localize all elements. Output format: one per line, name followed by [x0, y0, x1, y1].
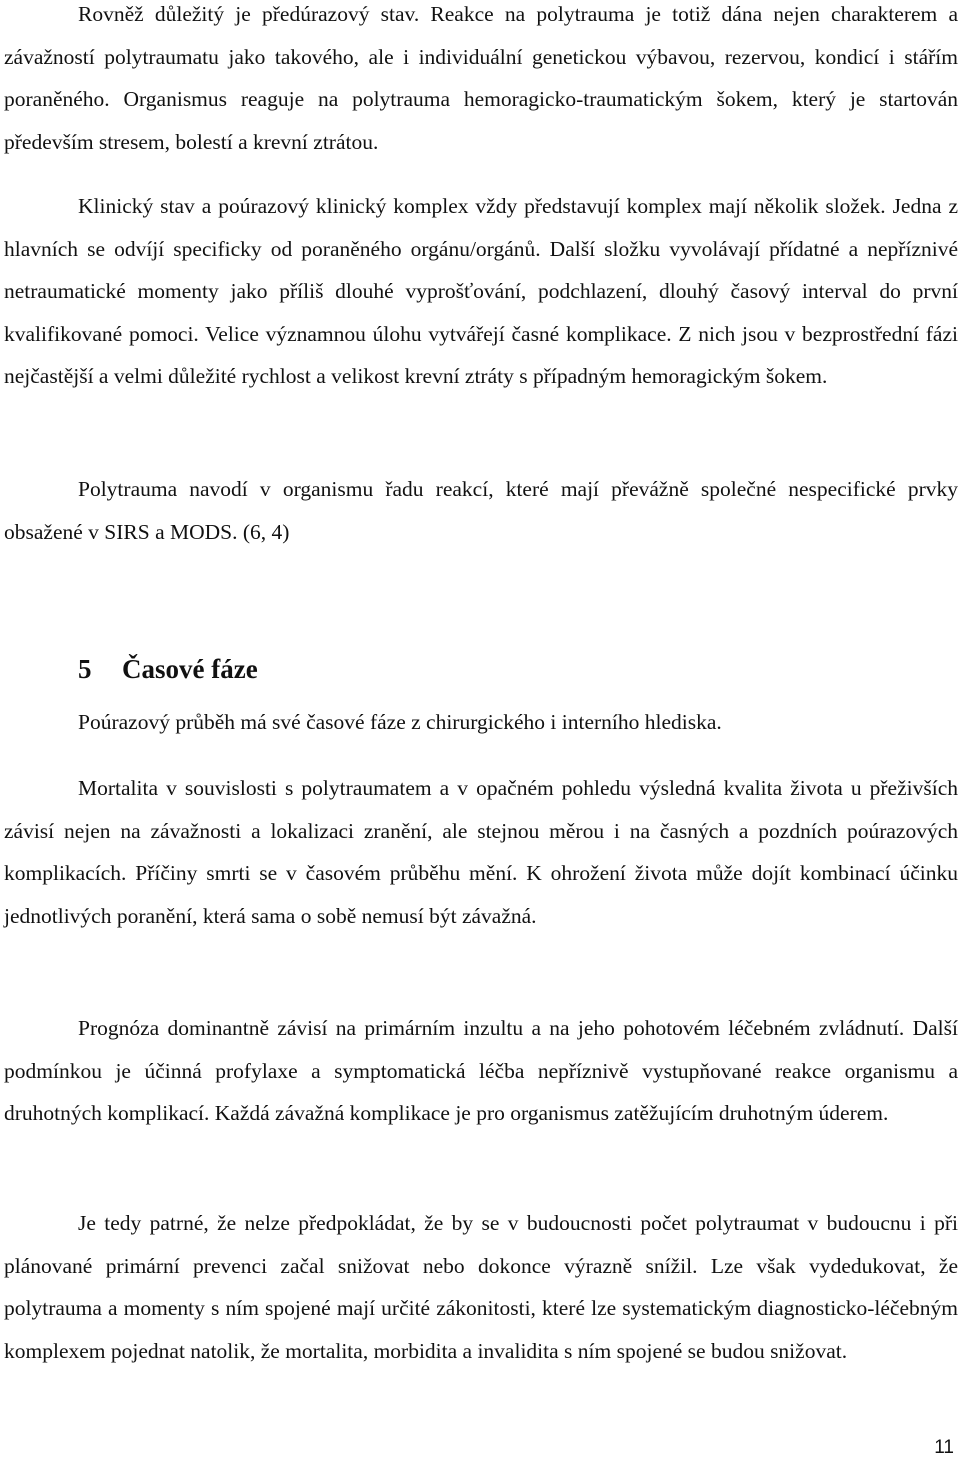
page-number: 11 — [934, 1437, 954, 1458]
paragraph-time-phases: Poúrazový průběh má své časové fáze z chirurgického i interního hlediska. — [78, 710, 722, 734]
paragraph-mortality: Mortalita v souvislosti s polytraumatem a v opačném pohledu výsledná kvalita života u přeživších závisí nejen na závažnosti a lokalizaci zranění, ale stejnou měrou i na časných a pozdních poúrazových komplikacích. Příčiny smrti se v časovém průběhu mění. K ohrožení života může dojít kombinací účinku jednotlivých poranění, která sama o sobě nemusí být závažná. — [4, 776, 958, 928]
section-title: Časové fáze — [122, 654, 258, 684]
section-number: 5 — [78, 654, 92, 684]
paragraph-polytrauma-reactions: Polytrauma navodí v organismu řadu reakcí, které mají převážně společné nespecifické prvky obsažené v SIRS a MODS. (6, 4) — [4, 477, 958, 544]
paragraph-clinical-state: Klinický stav a poúrazový klinický komplex vždy představují komplex mají několik složek. Jedna z hlavních se odvíjí specificky od poraněného orgánu/orgánů. Další složku vyvolávají přídatné a nepříznivé netraumatické momenty jako příliš dlouhé vyprošťování, podchlazení, dlouhý časový interval do první kvalifikované pomoci. Velice významnou úlohu vytvářejí časné komplikace. Z nich jsou v bezprostřední fázi nejčastější a velmi důležité rychlost a velikost krevní ztráty s případným hemoragickým šokem. — [4, 194, 958, 388]
paragraph-prognosis: Prognóza dominantně závisí na primárním inzultu a na jeho pohotovém léčebném zvládnutí. Další podmínkou je účinná profylaxe a symptomatická léčba nepříznivě vystupňované reakce organismu a druhotných komplikací. Každá závažná komplikace je pro organismus zatěžujícím druhotným úderem. — [4, 1016, 958, 1125]
paragraph-preinjury-state: Rovněž důležitý je předúrazový stav. Reakce na polytrauma je totiž dána nejen charakterem a závažností polytraumatu jako takového, ale i individuální genetickou výbavou, rezervou, kondicí i stářím poraněného. Organismus reaguje na polytrauma hemoragicko-traumatickým šokem, který je startován především stresem, bolestí a krevní ztrátou. — [4, 2, 958, 154]
paragraph-future-outlook: Je tedy patrné, že nelze předpokládat, že by se v budoucnosti počet polytraumat v budoucnu i při plánované primární prevenci začal snižovat nebo dokonce výrazně snížil. Lze však vydedukovat, že polytrauma a momenty s ním spojené mají určité zákonitosti, které lze systematickým diagnosticko-léčebným komplexem pojednat natolik, že mortalita, morbidita a invalidita s ním spojené se budou snižovat. — [4, 1211, 958, 1363]
section-heading — [78, 648, 258, 690]
